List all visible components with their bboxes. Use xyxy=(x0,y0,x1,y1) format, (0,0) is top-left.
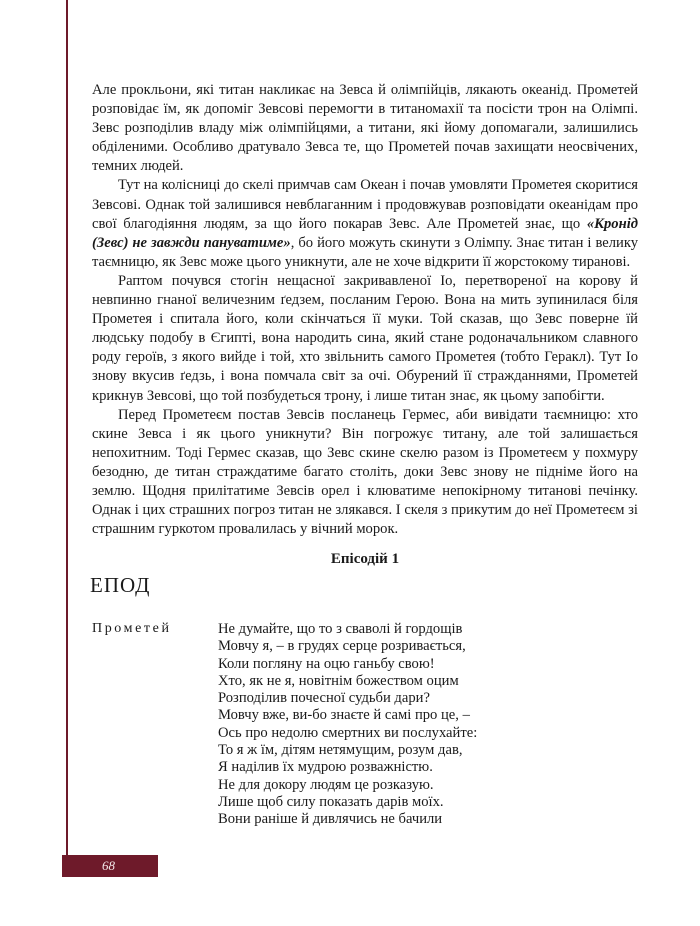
page-number-box xyxy=(62,855,158,877)
verse-line: Мовчу я, – в грудях серце розривається, xyxy=(218,638,466,655)
speaker-name: Прометей xyxy=(92,621,172,636)
section-title: ЕПОД xyxy=(90,573,151,597)
verse-line: Вони раніше й дивлячись не бачили xyxy=(218,811,443,828)
prose-body xyxy=(92,81,638,539)
verse-line: Не думайте, що то з сваволі й гордощів xyxy=(218,621,463,637)
paragraph-2-text-b: , бо його можуть скинути з Олімпу. Знає титан і велику таємницю, як Зевс може цього уникнути, але не хоче відкрити її жорстокому тиранові. xyxy=(92,234,638,270)
verse-line: Мовчу вже, ви-бо знаєте й самі про це, – xyxy=(218,707,470,724)
page-number: 68 xyxy=(102,858,115,873)
verse-line: Коли погляну на оцю ганьбу свою! xyxy=(218,655,435,672)
verse-line: Не для докору людям це розказую. xyxy=(218,776,434,793)
paragraph-3: Раптом почувся стогін нещасної закривавленої Іо, перетвореної на корову й невпинно гнаної величезним ґедзем, посланим Герою. Вона на мить зупинилася біля Прометея і спитала його, коли скінчаться її муки. Той сказав, що Зевс поверне їй людську подобу в Єгипті, вона народить сина, який стане родоначальником славного роду героїв, з якого вийде і той, хто звільнить самого Прометея (тобто Геракл). Тут Іо знову вкусив ґедзь, і вона помчала світ за очі. Обурений її стражданнями, Прометей крикнув Зевсові, що той позбудеться трону, і лише титан знає, як цьому запобігти. xyxy=(92,272,638,404)
kronid-quote: «Кронід (Зевс) не завжди пануватиме» xyxy=(92,215,638,251)
paragraph-1: Але прокльони, які титан накликає на Зевса й олімпійців, лякають океанід. Прометей розповідає їм, як допоміг Зевсові перемогти в титаномахії та посісти трон на Олімпі. Зевс розподілив владу між олімпійцями, а титани, які йому допомагали, залишились обділеними. Особливо дратувало Зевса те, що Прометей почав захищати неосвічених, темних людей. xyxy=(92,82,638,175)
verse-line: То я ж їм, дітям нетямущим, розум дав, xyxy=(218,742,463,759)
episode-heading: Епісодій 1 xyxy=(330,551,400,567)
verse-block xyxy=(218,621,477,829)
paragraph-2-text-a: Тут на колісниці до скелі примчав сам Океан і почав умовляти Прометея скоритися Зевсові. Однак той залишився невблаганним і продовжував розповідати океанідам про свої благодіяння людям, за що його покарав Зевс. Але Прометей знає, що xyxy=(92,177,638,232)
verse-line: Ось про недолю смертних ви послухайте: xyxy=(218,724,478,741)
margin-rule xyxy=(66,0,68,858)
verse-line: Я наділив їх мудрою розважністю. xyxy=(218,759,433,776)
paragraph-4: Перед Прометеєм постав Зевсів посланець Гермес, аби вивідати таємницю: хто скине Зевса і як цього уникнути? Він погрожує титану, але той залишається непохитним. Тоді Гермес сказав, що Зевс скине скелю разом із Прометеєм у похмуру безодню, де титан страждатиме багато століть, доки Зевс знову не підніме його на землю. Щодня прилітатиме Зевсів орел і клюватиме непокірному титанові печінку. Однак і цих страшних погроз титан не злякався. І скеля з прикутим до неї Прометеєм зі страшним гуркотом провалилась у вічний морок. xyxy=(92,406,638,538)
paragraph-2 xyxy=(92,176,638,271)
verse-line: Хто, як не я, новітнім божеством оцим xyxy=(218,672,459,689)
verse-line: Лише щоб силу показать дарів моїх. xyxy=(218,793,444,810)
verse-line: Розподілив почесної судьби дари? xyxy=(218,690,430,707)
